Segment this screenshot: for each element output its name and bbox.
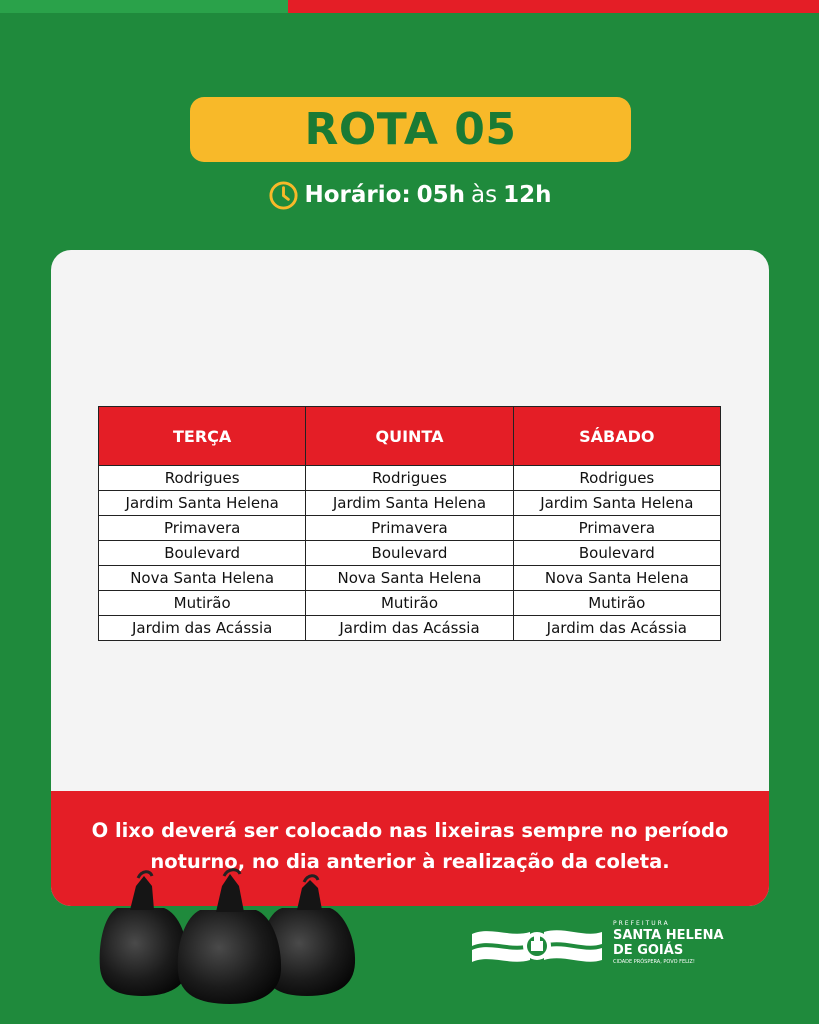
table-cell: Jardim Santa Helena [513, 491, 720, 516]
table-row [99, 591, 721, 616]
schedule-label: Horário: [304, 182, 411, 208]
city-logo [470, 920, 730, 975]
table-row [99, 566, 721, 591]
table-cell: Rodrigues [99, 466, 306, 491]
table-row [99, 616, 721, 641]
table-cell: Rodrigues [306, 466, 513, 491]
table-cell: Jardim das Acássia [513, 616, 720, 641]
table-cell: Nova Santa Helena [306, 566, 513, 591]
trash-bag-icon [178, 870, 281, 1004]
table-cell: Boulevard [306, 541, 513, 566]
column-header-terca: TERÇA [99, 407, 306, 466]
table-header-row [99, 407, 721, 466]
route-card [51, 250, 769, 906]
table-cell: Nova Santa Helena [513, 566, 720, 591]
table-cell: Primavera [99, 516, 306, 541]
table-cell: Jardim das Acássia [99, 616, 306, 641]
top-bar-red [288, 0, 819, 13]
logo-prefix: PREFEITURA [613, 920, 670, 927]
table-cell: Rodrigues [513, 466, 720, 491]
column-header-sabado: SÁBADO [513, 407, 720, 466]
logo-slogan: CIDADE PRÓSPERA, POVO FELIZ! [613, 959, 695, 965]
top-bar-green [0, 0, 288, 13]
schedule-line [0, 176, 819, 214]
table-cell: Mutirão [306, 591, 513, 616]
notice-line-1: O lixo deverá ser colocado nas lixeiras sempre no período [91, 818, 729, 842]
column-header-quinta: QUINTA [306, 407, 513, 466]
trash-bags-illustration [92, 868, 367, 1008]
table-cell: Primavera [513, 516, 720, 541]
city-logo-emblem [470, 924, 604, 970]
notice-line-2: noturno, no dia anterior à realização da coleta. [150, 849, 670, 873]
table-row [99, 516, 721, 541]
table-cell: Jardim Santa Helena [306, 491, 513, 516]
table-row [99, 466, 721, 491]
table-cell: Boulevard [513, 541, 720, 566]
table-cell: Mutirão [513, 591, 720, 616]
route-table [98, 406, 721, 641]
schedule-end: 12h [503, 182, 552, 208]
trash-bag-icon [100, 872, 188, 996]
table-cell: Boulevard [99, 541, 306, 566]
table-cell: Primavera [306, 516, 513, 541]
logo-city-line-1: SANTA HELENA [613, 928, 724, 943]
table-cell: Nova Santa Helena [99, 566, 306, 591]
clock-icon [268, 180, 299, 211]
table-cell: Jardim Santa Helena [99, 491, 306, 516]
logo-city-line-2: DE GOIÁS [613, 943, 684, 958]
schedule-separator: às [471, 182, 498, 208]
city-logo-text [613, 920, 733, 966]
table-cell: Mutirão [99, 591, 306, 616]
table-row [99, 491, 721, 516]
route-title: ROTA 05 [304, 104, 517, 155]
route-title-banner [190, 97, 631, 162]
schedule-start: 05h [416, 182, 466, 208]
table-cell: Jardim das Acássia [306, 616, 513, 641]
table-row [99, 541, 721, 566]
